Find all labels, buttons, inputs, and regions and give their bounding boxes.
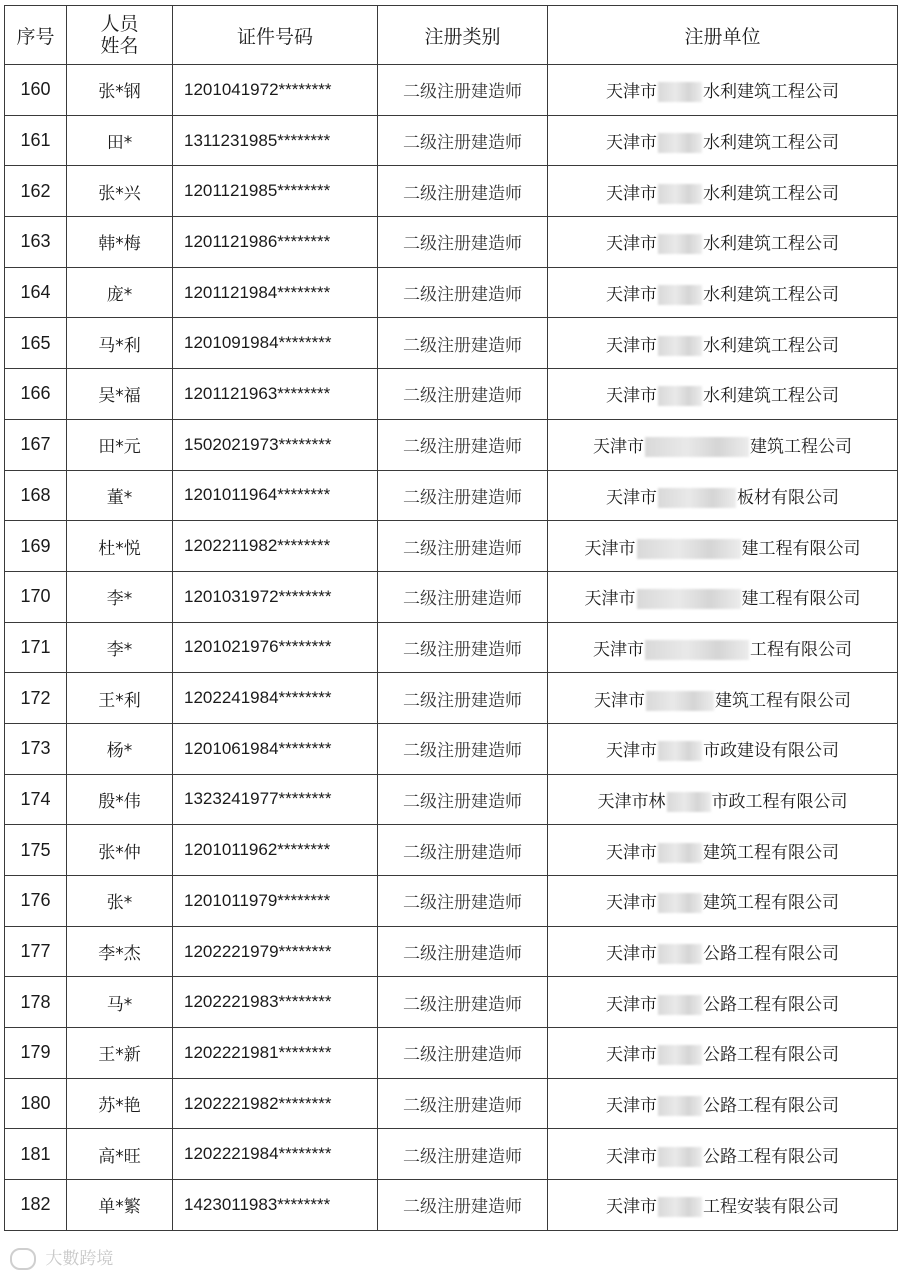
table-row — [5, 723, 898, 774]
redaction-blur — [658, 133, 702, 153]
cell-registration-unit — [548, 622, 898, 673]
redaction-blur — [658, 82, 702, 102]
table-row — [5, 470, 898, 521]
cell-registration-type: 二级注册建造师 — [378, 65, 548, 116]
cell-registration-type: 二级注册建造师 — [378, 115, 548, 166]
cell-name: 田* — [67, 115, 173, 166]
cell-registration-type: 二级注册建造师 — [378, 673, 548, 724]
cell-seq: 172 — [5, 673, 67, 724]
cell-registration-unit — [548, 470, 898, 521]
unit-prefix: 天津市 — [606, 741, 657, 762]
cell-id-number: 1323241977******** — [173, 774, 378, 825]
redaction-blur — [658, 1045, 702, 1065]
cell-id-number: 1202221982******** — [173, 1078, 378, 1129]
cell-seq: 167 — [5, 419, 67, 470]
cell-registration-unit — [548, 1078, 898, 1129]
cell-seq: 168 — [5, 470, 67, 521]
header-name — [67, 6, 173, 65]
unit-suffix: 工程有限公司 — [750, 639, 852, 660]
unit-prefix: 天津市 — [606, 183, 657, 204]
unit-suffix: 板材有限公司 — [737, 487, 839, 508]
cell-registration-unit — [548, 217, 898, 268]
header-type: 注册类别 — [378, 6, 548, 65]
cell-seq: 163 — [5, 217, 67, 268]
unit-suffix: 公路工程有限公司 — [703, 944, 839, 965]
cell-registration-type: 二级注册建造师 — [378, 1078, 548, 1129]
cell-id-number: 1201121963******** — [173, 369, 378, 420]
cell-seq: 161 — [5, 115, 67, 166]
cell-registration-type: 二级注册建造师 — [378, 318, 548, 369]
table-row — [5, 166, 898, 217]
unit-prefix: 天津市 — [606, 1197, 657, 1218]
cell-seq: 180 — [5, 1078, 67, 1129]
unit-suffix: 水利建筑工程公司 — [703, 386, 839, 407]
cell-id-number: 1201061984******** — [173, 723, 378, 774]
cell-registration-unit — [548, 115, 898, 166]
cell-registration-unit — [548, 723, 898, 774]
cell-name: 王*新 — [67, 1028, 173, 1079]
cell-registration-unit — [548, 369, 898, 420]
table-row — [5, 369, 898, 420]
cell-name: 杨* — [67, 723, 173, 774]
cell-registration-type: 二级注册建造师 — [378, 1129, 548, 1180]
unit-suffix: 建筑工程有限公司 — [703, 893, 839, 914]
cell-name: 马*利 — [67, 318, 173, 369]
unit-suffix: 建工程有限公司 — [741, 589, 861, 610]
unit-prefix: 天津市 — [606, 335, 657, 356]
cell-name: 马* — [67, 977, 173, 1028]
unit-prefix: 天津市 — [606, 1045, 657, 1066]
cell-seq: 173 — [5, 723, 67, 774]
unit-suffix: 建筑工程公司 — [750, 437, 852, 458]
cell-seq: 170 — [5, 571, 67, 622]
cell-name: 田*元 — [67, 419, 173, 470]
cell-registration-type: 二级注册建造师 — [378, 470, 548, 521]
redaction-blur — [658, 488, 736, 508]
watermark-logo-icon — [10, 1248, 36, 1270]
cell-name: 李* — [67, 571, 173, 622]
table-row — [5, 1180, 898, 1231]
cell-registration-unit — [548, 419, 898, 470]
cell-seq: 179 — [5, 1028, 67, 1079]
redaction-blur — [637, 539, 741, 559]
table-row — [5, 115, 898, 166]
redaction-blur — [658, 944, 702, 964]
redaction-blur — [658, 741, 702, 761]
cell-id-number: 1201041972******** — [173, 65, 378, 116]
cell-seq: 175 — [5, 825, 67, 876]
unit-suffix: 工程安装有限公司 — [703, 1197, 839, 1218]
cell-name: 李*杰 — [67, 926, 173, 977]
cell-name: 高*旺 — [67, 1129, 173, 1180]
cell-registration-unit — [548, 318, 898, 369]
unit-prefix: 天津市 — [606, 944, 657, 965]
cell-registration-unit — [548, 977, 898, 1028]
cell-name: 殷*伟 — [67, 774, 173, 825]
table-row — [5, 673, 898, 724]
unit-prefix: 天津市 — [606, 234, 657, 255]
unit-suffix: 建工程有限公司 — [741, 538, 861, 559]
cell-id-number: 1201011979******** — [173, 876, 378, 927]
unit-prefix: 天津市 — [606, 893, 657, 914]
redaction-blur — [658, 184, 702, 204]
table-row — [5, 977, 898, 1028]
cell-registration-type: 二级注册建造师 — [378, 825, 548, 876]
redaction-blur — [637, 589, 741, 609]
unit-suffix: 公路工程有限公司 — [703, 1146, 839, 1167]
redaction-blur — [645, 640, 749, 660]
cell-id-number: 1202211982******** — [173, 521, 378, 572]
cell-registration-unit — [548, 1180, 898, 1231]
unit-prefix: 天津市 — [606, 487, 657, 508]
unit-prefix: 天津市 — [606, 133, 657, 154]
cell-id-number: 1201121984******** — [173, 267, 378, 318]
cell-registration-unit — [548, 926, 898, 977]
cell-seq: 160 — [5, 65, 67, 116]
redaction-blur — [646, 691, 714, 711]
cell-seq: 162 — [5, 166, 67, 217]
unit-prefix: 天津市 — [584, 589, 636, 610]
redaction-blur — [658, 386, 702, 406]
header-id: 证件号码 — [173, 6, 378, 65]
cell-registration-type: 二级注册建造师 — [378, 571, 548, 622]
cell-registration-unit — [548, 571, 898, 622]
unit-suffix: 建筑工程有限公司 — [703, 842, 839, 863]
cell-id-number: 1202221979******** — [173, 926, 378, 977]
cell-name: 王*利 — [67, 673, 173, 724]
table-row — [5, 419, 898, 470]
unit-suffix: 水利建筑工程公司 — [703, 183, 839, 204]
registration-table — [4, 5, 898, 1231]
table-row — [5, 1129, 898, 1180]
cell-id-number: 1201021976******** — [173, 622, 378, 673]
unit-suffix: 水利建筑工程公司 — [703, 82, 839, 103]
cell-registration-type: 二级注册建造师 — [378, 267, 548, 318]
unit-suffix: 建筑工程有限公司 — [715, 690, 851, 711]
unit-prefix: 天津市 — [594, 690, 645, 711]
unit-prefix: 天津市 — [593, 437, 644, 458]
redaction-blur — [667, 792, 711, 812]
unit-suffix: 公路工程有限公司 — [703, 1045, 839, 1066]
table-row — [5, 622, 898, 673]
cell-name: 杜*悦 — [67, 521, 173, 572]
cell-registration-type: 二级注册建造师 — [378, 369, 548, 420]
cell-id-number: 1201031972******** — [173, 571, 378, 622]
cell-seq: 164 — [5, 267, 67, 318]
cell-id-number: 1423011983******** — [173, 1180, 378, 1231]
cell-registration-type: 二级注册建造师 — [378, 774, 548, 825]
cell-seq: 178 — [5, 977, 67, 1028]
unit-suffix: 水利建筑工程公司 — [703, 285, 839, 306]
cell-name: 单*繁 — [67, 1180, 173, 1231]
cell-name: 张*钢 — [67, 65, 173, 116]
redaction-blur — [658, 234, 702, 254]
cell-name: 张* — [67, 876, 173, 927]
cell-id-number: 1202241984******** — [173, 673, 378, 724]
cell-seq: 182 — [5, 1180, 67, 1231]
unit-prefix: 天津市 — [593, 639, 644, 660]
table-header-row — [5, 6, 898, 65]
watermark — [10, 1244, 113, 1270]
redaction-blur — [645, 437, 749, 457]
unit-prefix: 天津市 — [606, 842, 657, 863]
cell-registration-type: 二级注册建造师 — [378, 1028, 548, 1079]
cell-id-number: 1201091984******** — [173, 318, 378, 369]
table-row — [5, 217, 898, 268]
cell-name: 吴*福 — [67, 369, 173, 420]
table-row — [5, 65, 898, 116]
unit-suffix: 水利建筑工程公司 — [703, 133, 839, 154]
table-row — [5, 825, 898, 876]
table-row — [5, 1028, 898, 1079]
table-row — [5, 1078, 898, 1129]
redaction-blur — [658, 893, 702, 913]
unit-suffix: 水利建筑工程公司 — [703, 335, 839, 356]
unit-prefix: 天津市 — [606, 1096, 657, 1117]
redaction-blur — [658, 1096, 702, 1116]
cell-id-number: 1201011964******** — [173, 470, 378, 521]
cell-registration-type: 二级注册建造师 — [378, 1180, 548, 1231]
cell-seq: 166 — [5, 369, 67, 420]
cell-id-number: 1201011962******** — [173, 825, 378, 876]
table-row — [5, 774, 898, 825]
unit-prefix: 天津市 — [584, 538, 636, 559]
cell-registration-unit — [548, 825, 898, 876]
header-seq: 序号 — [5, 6, 67, 65]
cell-registration-type: 二级注册建造师 — [378, 977, 548, 1028]
cell-registration-type: 二级注册建造师 — [378, 876, 548, 927]
table-row — [5, 267, 898, 318]
header-name-line1: 人员 — [100, 13, 139, 35]
cell-registration-unit — [548, 1129, 898, 1180]
unit-suffix: 水利建筑工程公司 — [703, 234, 839, 255]
unit-suffix: 公路工程有限公司 — [703, 994, 839, 1015]
cell-seq: 177 — [5, 926, 67, 977]
cell-seq: 171 — [5, 622, 67, 673]
cell-registration-type: 二级注册建造师 — [378, 622, 548, 673]
cell-registration-unit — [548, 521, 898, 572]
cell-registration-type: 二级注册建造师 — [378, 926, 548, 977]
redaction-blur — [658, 1147, 702, 1167]
cell-seq: 181 — [5, 1129, 67, 1180]
cell-registration-unit — [548, 166, 898, 217]
unit-prefix: 天津市 — [606, 994, 657, 1015]
table-row — [5, 876, 898, 927]
cell-name: 韩*梅 — [67, 217, 173, 268]
cell-id-number: 1202221983******** — [173, 977, 378, 1028]
cell-registration-type: 二级注册建造师 — [378, 217, 548, 268]
cell-seq: 176 — [5, 876, 67, 927]
cell-registration-unit — [548, 65, 898, 116]
table-row — [5, 521, 898, 572]
cell-registration-type: 二级注册建造师 — [378, 723, 548, 774]
cell-registration-unit — [548, 267, 898, 318]
redaction-blur — [658, 995, 702, 1015]
unit-suffix: 市政工程有限公司 — [711, 791, 848, 812]
unit-suffix: 市政建设有限公司 — [703, 741, 839, 762]
cell-registration-type: 二级注册建造师 — [378, 419, 548, 470]
cell-registration-unit — [548, 673, 898, 724]
cell-seq: 169 — [5, 521, 67, 572]
redaction-blur — [658, 285, 702, 305]
cell-id-number: 1502021973******** — [173, 419, 378, 470]
table-row — [5, 926, 898, 977]
cell-id-number: 1201121986******** — [173, 217, 378, 268]
cell-name: 庞* — [67, 267, 173, 318]
cell-id-number: 1202221981******** — [173, 1028, 378, 1079]
unit-prefix: 天津市 — [606, 1146, 657, 1167]
header-name-line2: 姓名 — [100, 35, 139, 57]
unit-prefix: 天津市林 — [597, 791, 666, 812]
cell-name: 苏*艳 — [67, 1078, 173, 1129]
header-unit: 注册单位 — [548, 6, 898, 65]
unit-prefix: 天津市 — [606, 82, 657, 103]
cell-seq: 165 — [5, 318, 67, 369]
cell-id-number: 1311231985******** — [173, 115, 378, 166]
unit-prefix: 天津市 — [606, 386, 657, 407]
cell-registration-unit — [548, 1028, 898, 1079]
redaction-blur — [658, 336, 702, 356]
redaction-blur — [658, 1197, 702, 1217]
cell-name: 李* — [67, 622, 173, 673]
watermark-text: 大數跨境 — [45, 1249, 114, 1269]
cell-name: 张*兴 — [67, 166, 173, 217]
cell-id-number: 1202221984******** — [173, 1129, 378, 1180]
cell-seq: 174 — [5, 774, 67, 825]
unit-prefix: 天津市 — [606, 285, 657, 306]
cell-name: 董* — [67, 470, 173, 521]
cell-registration-type: 二级注册建造师 — [378, 166, 548, 217]
cell-registration-unit — [548, 774, 898, 825]
cell-name: 张*仲 — [67, 825, 173, 876]
unit-suffix: 公路工程有限公司 — [703, 1096, 839, 1117]
table-row — [5, 318, 898, 369]
redaction-blur — [658, 843, 702, 863]
cell-registration-type: 二级注册建造师 — [378, 521, 548, 572]
table-row — [5, 571, 898, 622]
cell-registration-unit — [548, 876, 898, 927]
cell-id-number: 1201121985******** — [173, 166, 378, 217]
